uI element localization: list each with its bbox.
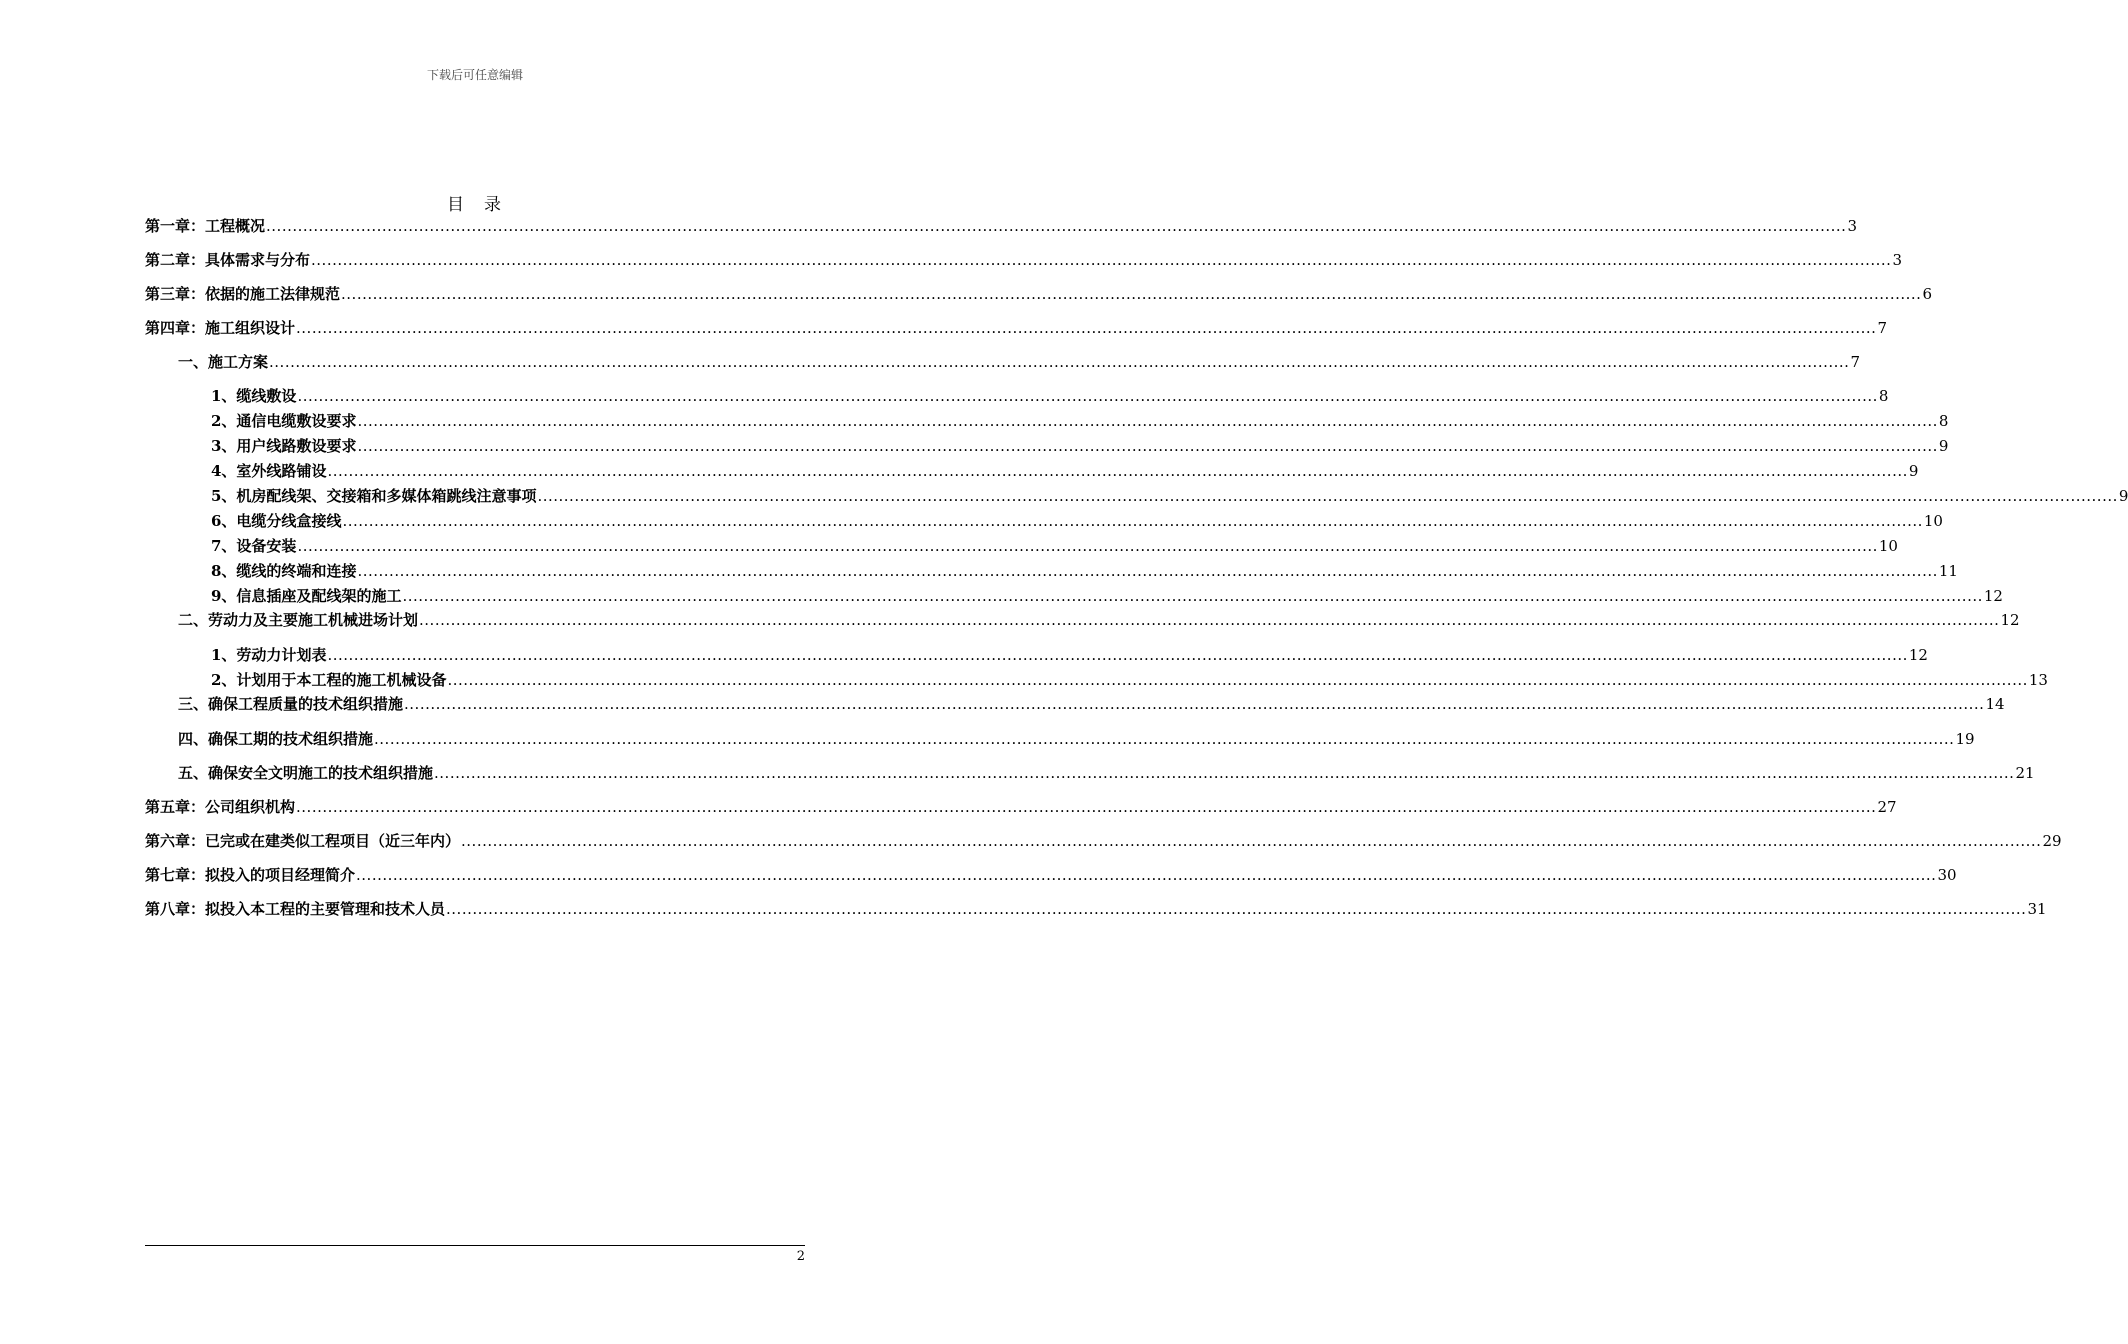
toc-entry-page: 11	[1938, 562, 1958, 580]
toc-leader-dots: ............................................................................................................................................................................................................................................................................................................	[537, 487, 2118, 505]
toc-entry-page: 13	[2028, 671, 2048, 689]
toc-leader-dots: ............................................................................................................................................................................................................................................................................................................	[356, 866, 1937, 884]
toc-entry-page: 14	[1985, 695, 2005, 713]
toc-entry-section-4[interactable]	[178, 729, 1975, 751]
toc-entry-label: 第四章：施工组织设计	[145, 319, 296, 337]
toc-entry-label: 第三章：依据的施工法律规范	[145, 285, 341, 303]
toc-entry-label: 一、施工方案	[178, 353, 269, 371]
footer-divider	[145, 1245, 805, 1246]
toc-entry-label: 5、机房配线架、交接箱和多媒体箱跳线注意事项	[211, 487, 537, 505]
toc-leader-dots: ............................................................................................................................................................................................................................................................................................................	[419, 611, 2000, 629]
toc-entry-subsection-2-2[interactable]	[211, 670, 2048, 692]
toc-entry-page: 9	[1938, 437, 1949, 455]
toc-entry-page: 9	[2118, 487, 2128, 505]
toc-entry-label: 4、室外线路铺设	[211, 462, 327, 480]
toc-entry-page: 21	[2015, 764, 2035, 782]
toc-entry-section-5[interactable]	[178, 763, 2035, 785]
toc-entry-chapter-3[interactable]	[145, 284, 1932, 306]
toc-entry-page: 3	[1847, 217, 1857, 235]
page-number: 2	[796, 1249, 805, 1264]
toc-leader-dots: ............................................................................................................................................................................................................................................................................................................	[402, 587, 1983, 605]
toc-leader-dots: ............................................................................................................................................................................................................................................................................................................	[327, 462, 1908, 480]
toc-leader-dots: ............................................................................................................................................................................................................................................................................................................	[296, 319, 1877, 337]
toc-leader-dots: ............................................................................................................................................................................................................................................................................................................	[357, 437, 1938, 455]
toc-leader-dots: ............................................................................................................................................................................................................................................................................................................	[327, 646, 1908, 664]
toc-leader-dots: ............................................................................................................................................................................................................................................................................................................	[311, 251, 1892, 269]
toc-entry-label: 2、通信电缆敷设要求	[211, 412, 357, 430]
toc-leader-dots: ............................................................................................................................................................................................................................................................................................................	[357, 562, 1938, 580]
toc-entry-label: 2、计划用于本工程的施工机械设备	[211, 671, 447, 689]
toc-entry-label: 9、信息插座及配线架的施工	[211, 587, 402, 605]
toc-entry-subsection-1-2[interactable]	[211, 411, 1949, 433]
toc-entry-label: 第七章：拟投入的项目经理简介	[145, 866, 356, 884]
toc-leader-dots: ............................................................................................................................................................................................................................................................................................................	[297, 387, 1878, 405]
toc-entry-page: 10	[1878, 537, 1898, 555]
toc-entry-chapter-8[interactable]	[145, 899, 2047, 921]
toc-entry-subsection-1-9[interactable]	[211, 586, 2003, 608]
toc-entry-label: 三、确保工程质量的技术组织措施	[178, 695, 404, 713]
toc-entry-label: 第六章：已完或在建类似工程项目（近三年内）	[145, 832, 461, 850]
toc-entry-label: 第八章：拟投入本工程的主要管理和技术人员	[145, 900, 446, 918]
header-note: 下载后可任意编辑	[426, 68, 523, 82]
toc-entry-page: 10	[1923, 512, 1943, 530]
toc-entry-subsection-1-6[interactable]	[211, 511, 1943, 533]
toc-entry-page: 30	[1937, 866, 1957, 884]
toc-entry-page: 9	[1908, 462, 1919, 480]
toc-leader-dots: ............................................................................................................................................................................................................................................................................................................	[297, 537, 1878, 555]
toc-leader-dots: ............................................................................................................................................................................................................................................................................................................	[404, 695, 1985, 713]
toc-entry-label: 3、用户线路敷设要求	[211, 437, 357, 455]
toc-entry-subsection-1-4[interactable]	[211, 461, 1919, 483]
toc-leader-dots: ............................................................................................................................................................................................................................................................................................................	[461, 832, 2042, 850]
toc-entry-label: 二、劳动力及主要施工机械进场计划	[178, 611, 419, 629]
toc-leader-dots: ............................................................................................................................................................................................................................................................................................................	[447, 671, 2028, 689]
toc-leader-dots: ............................................................................................................................................................................................................................................................................................................	[296, 798, 1877, 816]
toc-entry-page: 7	[1850, 353, 1860, 371]
toc-entry-subsection-2-1[interactable]	[211, 645, 1928, 667]
toc-leader-dots: ............................................................................................................................................................................................................................................................................................................	[342, 512, 1923, 530]
toc-entry-label: 五、确保安全文明施工的技术组织措施	[178, 764, 434, 782]
toc-entry-label: 8、缆线的终端和连接	[211, 562, 357, 580]
toc-entry-label: 7、设备安装	[211, 537, 297, 555]
toc-entry-label: 1、劳动力计划表	[211, 646, 327, 664]
toc-entry-page: 6	[1922, 285, 1932, 303]
toc-leader-dots: ............................................................................................................................................................................................................................................................................................................	[341, 285, 1922, 303]
toc-entry-chapter-1[interactable]	[145, 216, 1857, 238]
toc-title	[0, 190, 950, 215]
toc-entry-chapter-2[interactable]	[145, 250, 1902, 272]
toc-leader-dots: ............................................................................................................................................................................................................................................................................................................	[266, 217, 1847, 235]
toc-entry-label: 第一章：工程概况	[145, 217, 266, 235]
toc-entry-page: 29	[2042, 832, 2062, 850]
toc-entry-page: 27	[1877, 798, 1897, 816]
toc-entry-chapter-4[interactable]	[145, 318, 1887, 340]
toc-entry-section-2[interactable]	[178, 610, 2020, 632]
toc-entry-chapter-7[interactable]	[145, 865, 1957, 887]
toc-entry-page: 8	[1938, 412, 1949, 430]
toc-entry-page: 3	[1892, 251, 1902, 269]
toc-entry-page: 12	[1983, 587, 2003, 605]
toc-leader-dots: ............................................................................................................................................................................................................................................................................................................	[374, 730, 1955, 748]
toc-entry-label: 第五章：公司组织机构	[145, 798, 296, 816]
toc-entry-page: 19	[1955, 730, 1975, 748]
toc-entry-section-3[interactable]	[178, 694, 2005, 716]
toc-entry-page: 31	[2027, 900, 2047, 918]
toc-leader-dots: ............................................................................................................................................................................................................................................................................................................	[434, 764, 2015, 782]
toc-entry-page: 7	[1877, 319, 1887, 337]
toc-entry-label: 1、缆线敷设	[211, 387, 297, 405]
toc-entry-subsection-1-3[interactable]	[211, 436, 1949, 458]
toc-entry-chapter-6[interactable]	[145, 831, 2062, 853]
toc-entry-subsection-1-7[interactable]	[211, 536, 1898, 558]
toc-entry-section-1[interactable]	[178, 352, 1860, 374]
toc-entry-chapter-5[interactable]	[145, 797, 1897, 819]
toc-entry-subsection-1-5[interactable]	[211, 486, 2128, 508]
toc-entry-page: 12	[2000, 611, 2020, 629]
toc-entry-page: 12	[1908, 646, 1928, 664]
toc-leader-dots: ............................................................................................................................................................................................................................................................................................................	[357, 412, 1938, 430]
toc-entry-label: 6、电缆分线盒接线	[211, 512, 342, 530]
toc-leader-dots: ............................................................................................................................................................................................................................................................................................................	[269, 353, 1850, 371]
toc-entry-subsection-1-1[interactable]	[211, 386, 1889, 408]
toc-title-second: 录	[484, 195, 503, 215]
toc-entry-label: 第二章：具体需求与分布	[145, 251, 311, 269]
toc-entry-page: 8	[1878, 387, 1889, 405]
toc-entry-subsection-1-8[interactable]	[211, 561, 1958, 583]
toc-entry-label: 四、确保工期的技术组织措施	[178, 730, 374, 748]
toc-title-first: 目	[447, 195, 466, 215]
toc-leader-dots: ............................................................................................................................................................................................................................................................................................................	[446, 900, 2027, 918]
